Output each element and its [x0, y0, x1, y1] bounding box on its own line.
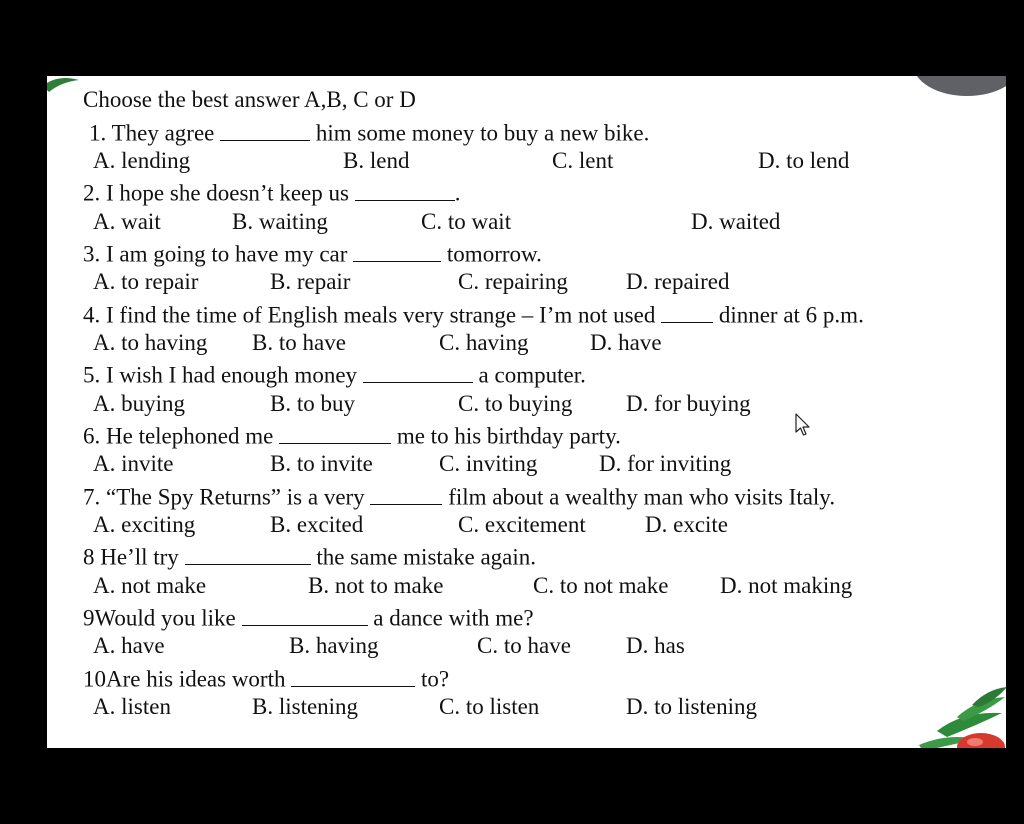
answer-blank — [220, 119, 310, 141]
question-text-before: 9Would you like — [83, 605, 236, 631]
option-1d: D. to lend — [758, 148, 850, 173]
option-9c: C. to have — [477, 633, 571, 658]
worksheet-page — [47, 76, 1006, 748]
option-8a: A. not make — [93, 573, 207, 598]
option-7c: C. excitement — [458, 512, 586, 537]
option-3c: C. repairing — [458, 269, 568, 294]
question-text-after: him some money to buy a new bike. — [315, 120, 650, 146]
question-10 — [83, 665, 449, 691]
question-text-after: tomorrow. — [446, 241, 542, 267]
question-2 — [83, 179, 460, 205]
option-10a: A. listen — [93, 694, 171, 719]
option-4d: D. have — [590, 330, 662, 355]
question-text-after: to? — [421, 666, 450, 692]
option-5d: D. for buying — [626, 391, 751, 416]
question-text-after: the same mistake again. — [316, 544, 537, 570]
option-6d: D. for inviting — [599, 451, 732, 476]
option-1c: C. lent — [552, 148, 614, 173]
option-2c: C. to wait — [421, 209, 512, 234]
option-2a: A. wait — [93, 209, 161, 234]
option-7d: D. excite — [645, 512, 729, 537]
answer-blank — [185, 543, 311, 565]
option-2b: B. waiting — [232, 209, 328, 234]
option-9d: D. has — [626, 633, 685, 658]
option-4c: C. having — [439, 330, 529, 355]
question-text-after: me to his birthday party. — [396, 423, 621, 449]
question-text-before: 4. I find the time of English meals very strange – I’m not used — [83, 302, 656, 328]
option-1a: A. lending — [93, 148, 191, 173]
question-text-before: 8 He’ll try — [83, 544, 179, 570]
question-text-before: 10Are his ideas worth — [83, 666, 286, 692]
answer-blank — [363, 361, 473, 383]
option-6c: C. inviting — [439, 451, 538, 476]
option-4b: B. to have — [252, 330, 346, 355]
question-text-after: a computer. — [478, 362, 586, 388]
option-5b: B. to buy — [270, 391, 355, 416]
instructions-heading: Choose the best answer A,B, C or D — [83, 87, 416, 112]
question-8 — [83, 543, 536, 569]
question-text-after: a dance with me? — [373, 605, 534, 631]
option-3a: A. to repair — [93, 269, 199, 294]
option-8c: C. to not make — [533, 573, 669, 598]
mouse-pointer-icon — [795, 413, 811, 437]
overlay-button[interactable] — [913, 76, 1006, 96]
option-9b: B. having — [289, 633, 379, 658]
question-3 — [83, 240, 542, 266]
question-4 — [83, 301, 864, 327]
answer-blank — [355, 179, 455, 201]
question-text-before: 1. They agree — [89, 120, 215, 146]
option-5c: C. to buying — [458, 391, 573, 416]
option-8b: B. not to make — [308, 573, 444, 598]
answer-blank — [291, 665, 415, 687]
question-text-after: . — [454, 180, 461, 206]
option-3d: D. repaired — [626, 269, 730, 294]
question-6 — [83, 422, 621, 448]
answer-blank — [279, 422, 391, 444]
answer-blank — [661, 301, 713, 323]
question-text-before: 5. I wish I had enough money — [83, 362, 358, 388]
option-10b: B. listening — [252, 694, 359, 719]
question-7 — [83, 483, 835, 509]
option-9a: A. have — [93, 633, 165, 658]
leaf-decoration-icon — [917, 681, 1006, 748]
question-5 — [83, 361, 586, 387]
question-text-after: dinner at 6 p.m. — [718, 302, 864, 328]
question-9 — [83, 604, 534, 630]
option-6a: A. invite — [93, 451, 174, 476]
option-7a: A. exciting — [93, 512, 196, 537]
answer-blank — [242, 604, 368, 626]
option-3b: B. repair — [270, 269, 351, 294]
option-10d: D. to listening — [626, 694, 757, 719]
option-8d: D. not making — [720, 573, 853, 598]
answer-blank — [353, 240, 441, 262]
option-1b: B. lend — [343, 148, 410, 173]
option-6b: B. to invite — [270, 451, 373, 476]
option-10c: C. to listen — [439, 694, 540, 719]
question-text-before: 7. “The Spy Returns” is a very — [83, 484, 365, 510]
leaf-decoration-icon — [47, 76, 83, 98]
option-5a: A. buying — [93, 391, 185, 416]
question-text-before: 3. I am going to have my car — [83, 241, 348, 267]
answer-blank — [370, 483, 442, 505]
question-1 — [89, 119, 649, 145]
question-text-before: 6. He telephoned me — [83, 423, 274, 449]
option-7b: B. excited — [270, 512, 364, 537]
question-text-after: film about a wealthy man who visits Italy. — [448, 484, 836, 510]
option-2d: D. waited — [691, 209, 781, 234]
option-4a: A. to having — [93, 330, 208, 355]
question-text-before: 2. I hope she doesn’t keep us — [83, 180, 349, 206]
